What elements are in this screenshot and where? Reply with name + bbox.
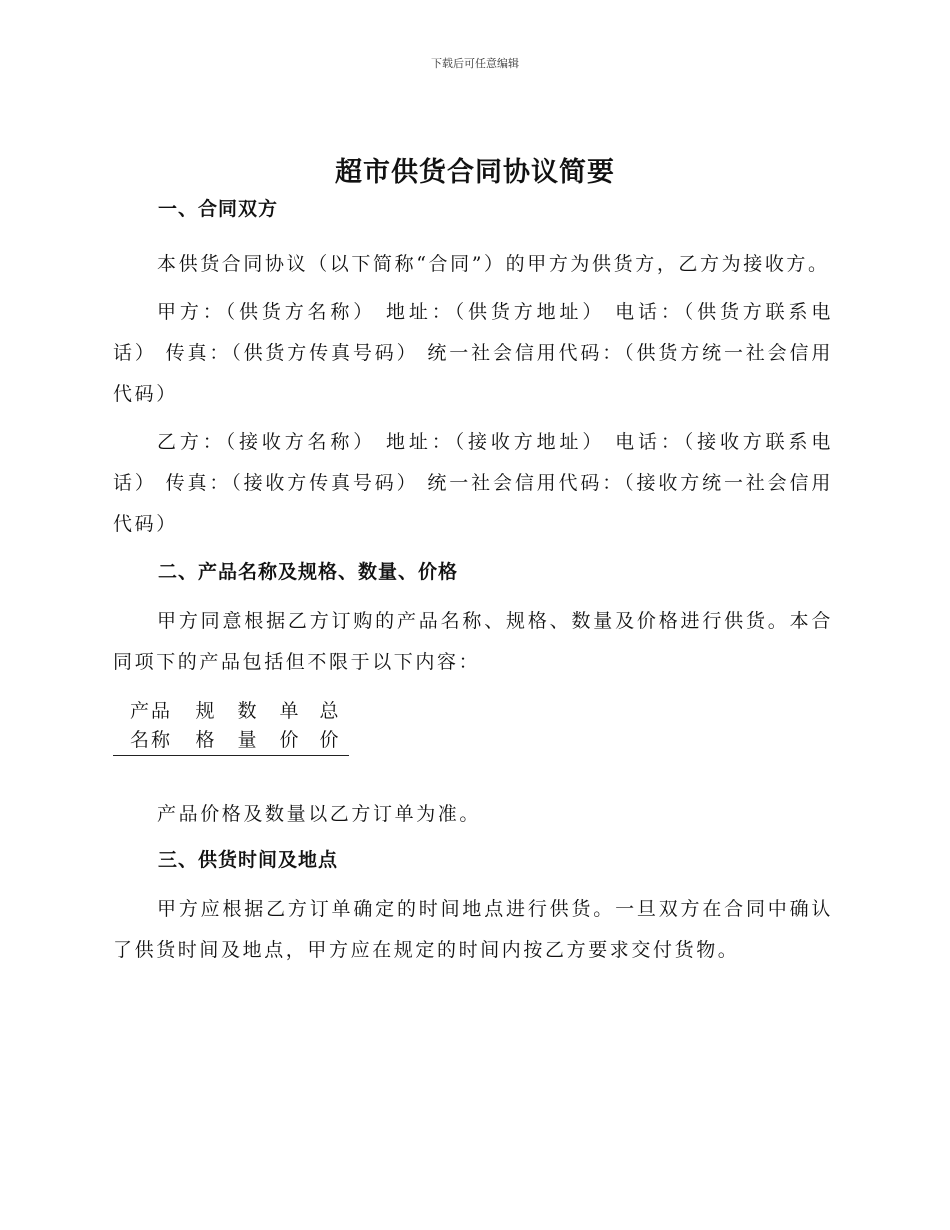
paragraph: 甲方：（供货方名称） 地址：（供货方地址） 电话：（供货方联系电话） 传真：（供货方传真号码） 统一社会信用代码：（供货方统一社会信用代码） [113, 301, 833, 405]
product-table [113, 697, 349, 756]
section-heading-2: 二、产品名称及规格、数量、价格 [158, 561, 459, 583]
paragraph: 本供货合同协议（以下简称“合同”）的甲方为供货方，乙方为接收方。 [157, 253, 830, 275]
table-header-cell: 产品 名称 [113, 697, 185, 756]
paragraph: 甲方应根据乙方订单确定的时间地点进行供货。一旦双方在合同中确认了供货时间及地点，甲方应在规定的时间内按乙方要求交付货物。 [113, 898, 833, 961]
table-header-cell: 数 量 [227, 697, 269, 756]
document-body [113, 194, 833, 978]
document-title: 超市供货合同协议简要 [335, 157, 615, 188]
section-heading-3: 三、供货时间及地点 [158, 849, 339, 871]
table-header-cell: 单 价 [269, 697, 311, 756]
table-header-cell: 规 格 [185, 697, 227, 756]
paragraph: 产品价格及数量以乙方订单为准。 [157, 803, 482, 825]
table-header-row [113, 697, 349, 756]
header-note: 下载后可任意编辑 [431, 57, 519, 70]
table-header-cell: 总 价 [311, 697, 349, 756]
paragraph: 乙方：（接收方名称） 地址：（接收方地址） 电话：（接收方联系电话） 传真：（接收方传真号码） 统一社会信用代码：（接收方统一社会信用代码） [113, 431, 833, 535]
paragraph: 甲方同意根据乙方订购的产品名称、规格、数量及价格进行供货。本合同项下的产品包括但不限于以下内容： [113, 610, 833, 673]
section-heading-1: 一、合同双方 [158, 198, 279, 220]
